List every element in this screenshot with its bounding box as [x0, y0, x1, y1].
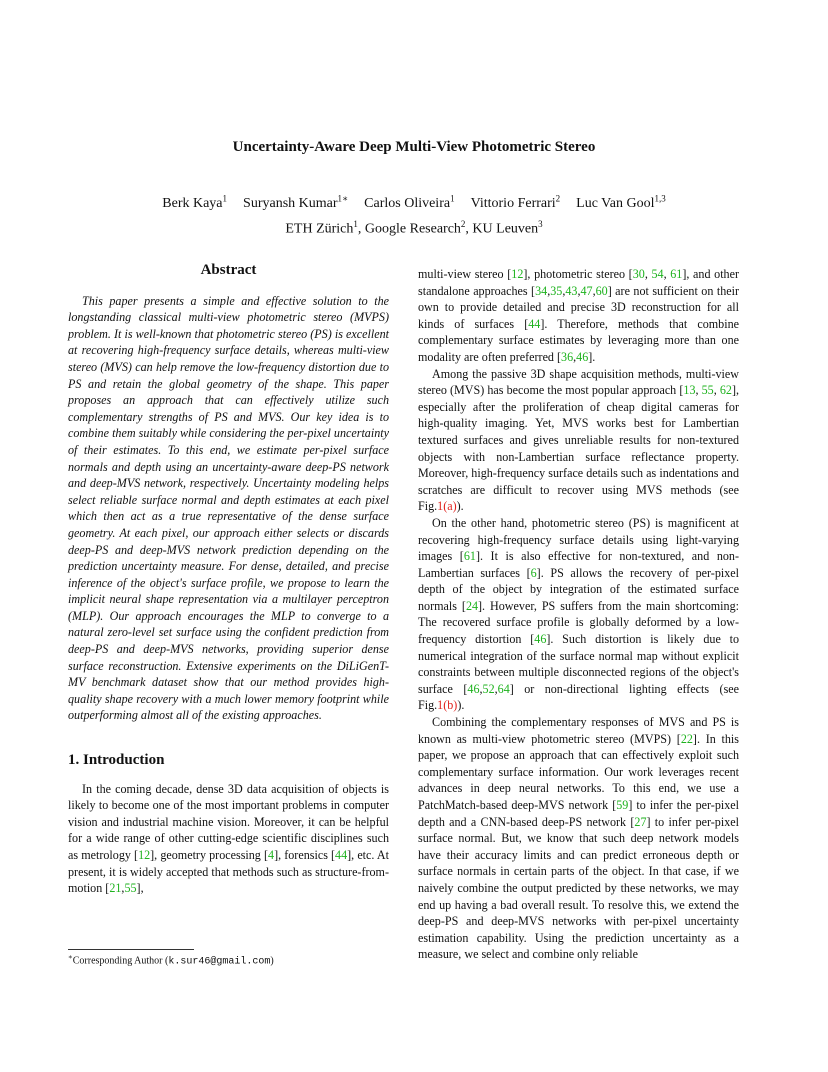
- citation-link[interactable]: 36: [561, 349, 574, 364]
- citation-link[interactable]: 34: [535, 283, 548, 298]
- citation-link[interactable]: 55: [701, 383, 714, 398]
- body-text: ] to infer per-pixel surface normal. But, we know that such deep network models have their accuracy limits and can predict erroneous depth or surface normals in certain parts of the object. In that case, if we naively combine the output predicted by these networks, we may end up having a bad overall result. To resolve this, we extend the deep-PS and deep-MVS networks with per-pixel uncertainty estimation capability. Using the prediction uncertainty as a measure, we select and combine only reliable: [418, 814, 739, 962]
- body-text: ,: [713, 383, 720, 398]
- body-text: ,: [573, 349, 577, 364]
- footnote-close: ): [270, 955, 274, 967]
- body-text: ,: [121, 881, 125, 896]
- affiliation-mark: 2: [460, 218, 466, 229]
- author-name-text: Carlos Oliveira: [364, 195, 451, 211]
- body-text: ], especially after the proliferation of cheap digital cameras for high-quality imaging. Yet, MVS works best for Lambertian textured surfaces and gives unreliable results for non-textured objects with non-Lambertian surface reflectance property. Moreover, high-frequency surface details such as indentations and scratches are difficult to recover using MVS methods (see Fig.: [418, 383, 740, 514]
- body-text: ]. In this paper, we propose an approach that can effectively exploit such complementary surface information. Our work leverages recent advances in deep neural networks. To this end, we use a PatchMatch-based deep-MVS network [: [418, 731, 739, 812]
- citation-link[interactable]: 54: [651, 267, 664, 281]
- author-name: [470, 193, 561, 211]
- author-list: [0, 188, 828, 214]
- body-text: ]. Such distortion is likely due to numerical integration of the surface normal map without explicit constraints between multiple disconnected regions of the object's surface [: [418, 632, 740, 696]
- affiliation-separator: ,: [465, 221, 473, 237]
- body-text: ].: [588, 349, 596, 364]
- body-text: In the coming decade, dense 3D data acquisition of objects is likely to become one of the most important problems in computer vision and industrial machine vision. Moreover, it can be helpful for a wide range of other cutting-edge scientific disciplines such as metrology [: [68, 781, 389, 862]
- body-text: ]. However, PS suffers from the main shortcoming: The recovered surface profile is globally deformed by a low-frequency distortion [: [418, 598, 739, 647]
- body-text: ]. Therefore, methods that combine complementary surface estimates by leveraging more than one modality are often preferred [: [418, 316, 739, 364]
- body-paragraph: [418, 515, 739, 714]
- body-text: ], photometric stereo [: [523, 267, 633, 281]
- citation-link[interactable]: 61: [670, 267, 683, 281]
- author-affiliation-mark: 1: [450, 193, 455, 203]
- author-affiliation-mark: 1: [222, 193, 228, 203]
- citation-link[interactable]: 47: [580, 283, 593, 298]
- citation-link[interactable]: 61: [463, 549, 476, 564]
- affiliation-list: [0, 214, 828, 240]
- intro-paragraph: [68, 781, 389, 897]
- citation-link[interactable]: 4: [268, 848, 275, 862]
- author-name: [364, 193, 455, 211]
- citation-link[interactable]: 60: [595, 283, 608, 298]
- body-text: ], and other standalone approaches [: [418, 267, 739, 298]
- citation-link[interactable]: 30: [632, 267, 645, 281]
- body-text: Among the passive 3D shape acquisition methods, multi-view stereo (MVS) has become the most popular approach [: [418, 366, 739, 398]
- citation-link[interactable]: 12: [138, 848, 151, 862]
- body-text: ,: [695, 383, 702, 398]
- figure-reference-link[interactable]: 1(b): [437, 698, 458, 713]
- body-text: ], forensics [: [274, 848, 336, 862]
- citation-link[interactable]: 64: [497, 681, 510, 696]
- body-text: On the other hand, photometric stereo (PS) is magnificent at recovering high-frequency surface details using light-varying images [: [418, 515, 739, 564]
- citation-link[interactable]: 55: [124, 881, 137, 896]
- body-text: ).: [456, 499, 464, 514]
- author-affiliation-mark: 1∗: [337, 193, 349, 203]
- body-text: ,: [479, 681, 483, 696]
- author-affiliation-mark: 1,3: [654, 193, 666, 203]
- body-text: ,: [577, 283, 581, 298]
- footnote: [68, 953, 398, 967]
- citation-link[interactable]: 13: [683, 383, 696, 398]
- citation-link[interactable]: 22: [680, 731, 693, 746]
- body-paragraph: [418, 266, 739, 366]
- left-column: [68, 262, 389, 897]
- affiliation-name: ETH Zürich: [285, 221, 354, 237]
- body-text: ,: [562, 283, 566, 298]
- footnote-text: Corresponding Author (: [72, 955, 169, 967]
- citation-link[interactable]: 21: [109, 881, 122, 896]
- section-heading-introduction: 1. Introduction: [68, 752, 165, 769]
- citation-link[interactable]: 27: [634, 814, 647, 829]
- citation-link[interactable]: 43: [565, 283, 578, 298]
- body-text: ] or non-directional lighting effects (see Fig.: [418, 681, 740, 713]
- affiliation-name: KU Leuven: [472, 221, 539, 237]
- affiliation-mark: 1: [353, 218, 358, 229]
- body-paragraph: [418, 366, 739, 515]
- body-text: ,: [592, 283, 596, 298]
- body-paragraph: [418, 714, 739, 963]
- author-affiliation-mark: 2: [555, 193, 561, 203]
- body-text: ], geometry processing [: [150, 848, 269, 862]
- citation-link[interactable]: 59: [616, 798, 629, 812]
- citation-link[interactable]: 44: [528, 316, 541, 331]
- citation-link[interactable]: 35: [550, 283, 563, 298]
- abstract-text: This paper presents a simple and effective solution to the longstanding classical multi-view photometric stereo (MVPS) problem. It is well-known that photometric stereo (PS) is excellent at recovering high-frequency surface details, whereas multi-view stereo (MVS) can help remove the low-frequency distortion due to PS and retain the global geometry of the shape. This paper proposes an approach that can effectively utilize such complementary strengths of PS and MVS. Our key idea is to combine them suitably while considering the per-pixel uncertainty of their estimates. To this end, we estimate per-pixel surface normals and depth using an uncertainty-aware deep-PS network and deep-MVS network, respectively. Uncertainty modeling helps select reliable surface normal and depth estimates at each pixel which then act as a true representative of the dense surface geometry. At each pixel, our approach either selects or discards deep-PS and deep-MVS network prediction depending on the prediction uncertainty measure. For dense, detailed, and precise inference of the object's surface profile, we propose to learn the implicit neural shape representation via a multilayer perceptron (MLP). Our approach encourages the MLP to converge to a natural zero-level set surface using the confident prediction from deep-PS and deep-MVS networks, providing superior dense surface reconstruction. Extensive experiments on the DiLiGenT-MV benchmark dataset show that our method provides high-quality shape recovery with a much lower memory footprint while outperforming almost all of the existing approaches.: [68, 293, 389, 723]
- affiliation-name: Google Research: [364, 221, 461, 237]
- body-text: ]. It is also effective for non-textured, and non-Lambertian surfaces [: [418, 549, 739, 580]
- body-text: ]. PS allows the recovery of per-pixel depth of the object by integration of the estimated surface normals [: [418, 565, 739, 613]
- author-name: [576, 193, 666, 211]
- author-name-text: Berk Kaya: [162, 195, 223, 211]
- author-name: [162, 193, 228, 211]
- right-column: [418, 266, 739, 963]
- citation-link[interactable]: 46: [576, 349, 589, 364]
- author-name-text: Suryansh Kumar: [243, 195, 338, 211]
- citation-link[interactable]: 62: [719, 383, 732, 398]
- citation-link[interactable]: 6: [530, 565, 537, 580]
- author-name: [243, 193, 349, 211]
- citation-link[interactable]: 46: [534, 632, 547, 647]
- body-text: Combining the complementary responses of MVS and PS is known as multi-view photometric stereo (MVPS) [: [418, 715, 739, 746]
- abstract-heading: Abstract: [200, 262, 257, 278]
- citation-link[interactable]: 24: [465, 598, 479, 613]
- footnote-rule: [68, 949, 194, 950]
- body-text: ,: [494, 681, 498, 696]
- author-name-text: Luc Van Gool: [576, 195, 655, 211]
- footnote-email[interactable]: k.sur46@gmail.com: [168, 956, 271, 968]
- affiliation-mark: 3: [538, 218, 543, 229]
- affiliation-separator: ,: [357, 221, 365, 237]
- body-text: multi-view stereo [: [418, 267, 512, 281]
- body-text: ,: [663, 267, 671, 281]
- footnote-mark: ∗: [68, 953, 73, 961]
- body-text: ],: [136, 881, 144, 896]
- body-text: ] to infer the per-pixel depth and a CNN-based deep-PS network [: [418, 798, 740, 829]
- citation-link[interactable]: 12: [511, 267, 524, 281]
- body-text: ] are not sufficient on their own to provide detailed and precise 3D reconstruction for all kinds of surfaces [: [418, 283, 739, 331]
- author-name-text: Vittorio Ferrari: [470, 195, 556, 211]
- figure-reference-link[interactable]: 1(a): [437, 499, 457, 514]
- body-text: ,: [547, 283, 551, 298]
- body-text: ,: [644, 267, 652, 281]
- author-block: [0, 188, 828, 239]
- citation-link[interactable]: 52: [482, 681, 495, 696]
- body-text: ], etc. At present, it is widely accepted that methods such as structure-from-motion [: [68, 848, 389, 896]
- citation-link[interactable]: 44: [335, 848, 348, 862]
- paper-title: Uncertainty-Aware Deep Multi-View Photometric Stereo: [232, 139, 596, 155]
- citation-link[interactable]: 46: [467, 681, 480, 696]
- body-text: ).: [457, 698, 465, 713]
